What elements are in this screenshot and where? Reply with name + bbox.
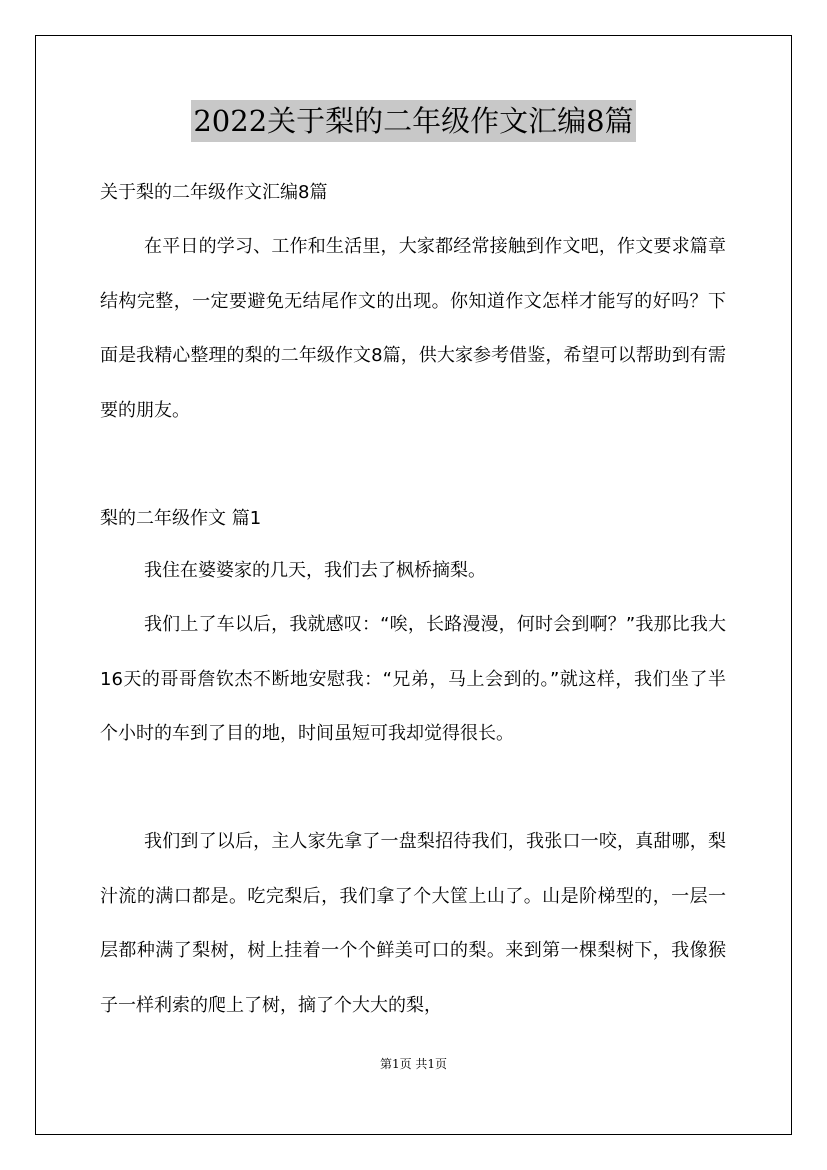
page-footer: 第1页 共1页 bbox=[379, 1057, 448, 1071]
body-paragraph-1: 我住在婆婆家的几天，我们去了枫桥摘梨。 bbox=[144, 560, 486, 581]
body-paragraph-2: 我们上了车以后，我就感叹：“唉，长路漫漫，何时会到啊？”我那比我大16天的哥哥詹钦杰不断地安慰我：“兄弟，马上会到的。”就这样，我们坐了半个小时的车到了目的地，时间虽短可我却觉得很长。 bbox=[100, 614, 726, 744]
title-container bbox=[0, 100, 827, 142]
section-heading: 梨的二年级作文 篇1 bbox=[100, 508, 262, 529]
intro-paragraph: 在平日的学习、工作和生活里，大家都经常接触到作文吧，作文要求篇章结构完整，一定要避免无结尾作文的出现。你知道作文怎样才能写的好吗？下面是我精心整理的梨的二年级作文8篇，供大家参考借鉴，希望可以帮助到有需要的朋友。 bbox=[100, 236, 726, 421]
document-title: 2022关于梨的二年级作文汇编8篇 bbox=[191, 100, 635, 142]
body-paragraph-3: 我们到了以后，主人家先拿了一盘梨招待我们，我张口一咬，真甜哪，梨汁流的满口都是。吃完梨后，我们拿了个大筐上山了。山是阶梯型的，一层一层都种满了梨树，树上挂着一个个鲜美可口的梨。来到第一棵梨树下，我像猴子一样利索的爬上了树，摘了个大大的梨， bbox=[100, 831, 726, 1016]
document-subtitle: 关于梨的二年级作文汇编8篇 bbox=[100, 182, 328, 203]
